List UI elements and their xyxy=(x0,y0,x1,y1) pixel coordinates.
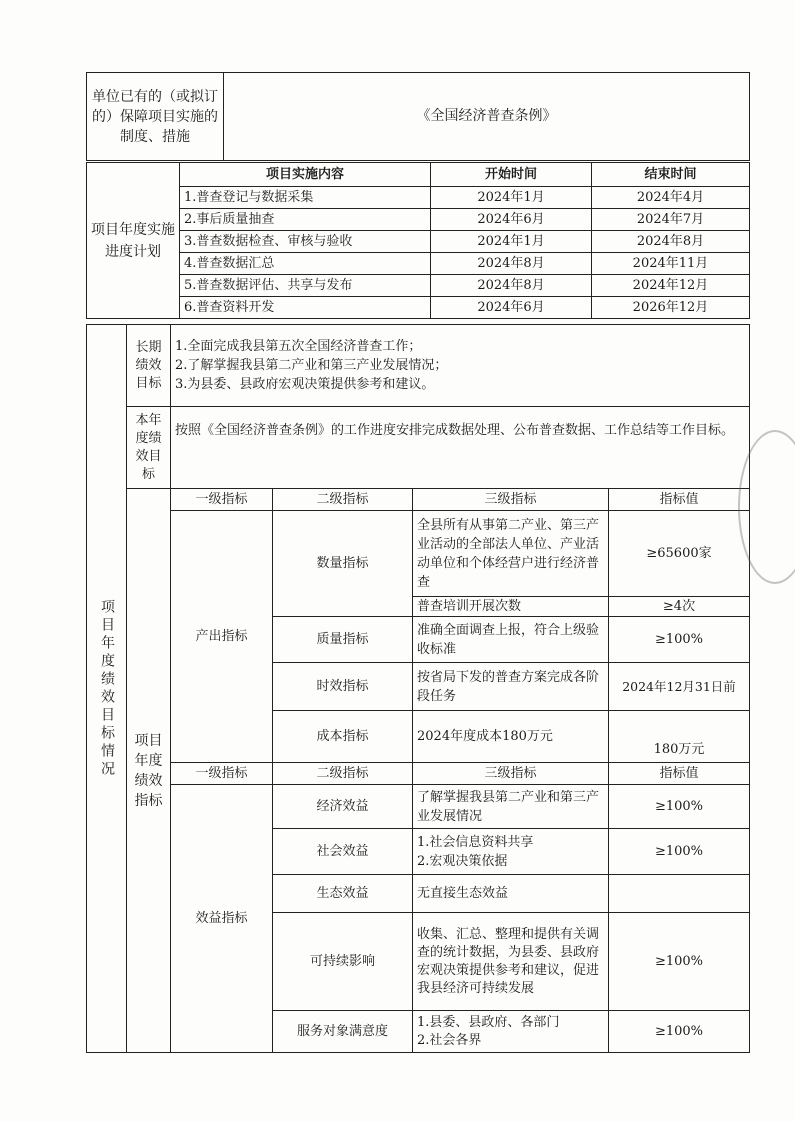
schedule-start: 2024年6月 xyxy=(431,297,592,319)
schedule-end: 2024年4月 xyxy=(592,187,750,209)
output-value: ≥100% xyxy=(609,617,750,663)
schedule-start: 2024年1月 xyxy=(431,231,592,253)
schedule-start: 2024年8月 xyxy=(431,253,592,275)
benefit-value: ≥100% xyxy=(609,1011,750,1053)
annual-content: 按照《全国经济普查条例》的工作进度安排完成数据处理、公布普查数据、工作总结等工作目标。 xyxy=(171,407,750,489)
schedule-row xyxy=(87,253,750,275)
header-value: 指标值 xyxy=(609,489,750,511)
schedule-task: 1.普查登记与数据采集 xyxy=(180,187,431,209)
schedule-row xyxy=(87,187,750,209)
benefit-level3: 收集、汇总、整理和提供有关调查的统计数据，为县委、县政府宏观决策提供参考和建议，促进我县经济可持续发展 xyxy=(413,913,609,1011)
output-level3: 2024年度成本180万元 xyxy=(413,711,609,763)
output-level3: 全县所有从事第二产业、第三产业活动的全部法人单位、产业活动单位和个体经营户进行经济普查 xyxy=(413,511,609,597)
header-level1-benefit: 一级指标 xyxy=(171,763,273,785)
schedule-end: 2024年8月 xyxy=(592,231,750,253)
output-level3: 普查培训开展次数 xyxy=(413,597,609,617)
output-level2: 时效指标 xyxy=(273,663,413,711)
performance-label xyxy=(87,325,127,1053)
schedule-end: 2026年12月 xyxy=(592,297,750,319)
indicators-label: 项目年度绩效指标 xyxy=(127,489,171,1053)
benefit-value: ≥100% xyxy=(609,785,750,829)
schedule-row xyxy=(87,297,750,319)
benefit-level3 xyxy=(413,829,609,875)
output-value: 180万元 xyxy=(609,711,750,763)
schedule-start: 2024年1月 xyxy=(431,187,592,209)
benefit-level3-line: 2.社会各界 xyxy=(417,1032,482,1048)
output-level2: 数量指标 xyxy=(273,511,413,617)
benefit-level2: 经济效益 xyxy=(273,785,413,829)
header-level2-benefit: 二级指标 xyxy=(273,763,413,785)
benefit-level2: 社会效益 xyxy=(273,829,413,875)
schedule-header-end: 结束时间 xyxy=(592,163,750,187)
benefit-level2: 服务对象满意度 xyxy=(273,1011,413,1053)
benefit-level3-line: 1.县委、县政府、各部门 xyxy=(417,1014,560,1030)
schedule-header-task: 项目实施内容 xyxy=(180,163,431,187)
long-term-content xyxy=(171,325,750,407)
schedule-start: 2024年6月 xyxy=(431,209,592,231)
output-level2: 成本指标 xyxy=(273,711,413,763)
schedule-table xyxy=(86,162,750,319)
header-level1: 一级指标 xyxy=(171,489,273,511)
schedule-end: 2024年7月 xyxy=(592,209,750,231)
output-level3: 准确全面调查上报，符合上级验收标准 xyxy=(413,617,609,663)
long-term-label: 长期绩效目标 xyxy=(127,325,171,407)
long-term-line: 2.了解掌握我县第二产业和第三产业发展情况； xyxy=(175,358,448,373)
benefit-level3-line: 2.宏观决策依据 xyxy=(417,853,508,869)
output-row xyxy=(87,511,750,597)
schedule-end: 2024年12月 xyxy=(592,275,750,297)
output-level3: 按省局下发的普查方案完成各阶段任务 xyxy=(413,663,609,711)
schedule-label: 项目年度实施进度计划 xyxy=(87,163,180,319)
header-level3-benefit: 三级指标 xyxy=(413,763,609,785)
benefit-value: ≥100% xyxy=(609,913,750,1011)
schedule-row xyxy=(87,209,750,231)
output-value: 2024年12月31日前 xyxy=(609,663,750,711)
output-value: ≥65600家 xyxy=(609,511,750,597)
benefit-level3 xyxy=(413,1011,609,1053)
schedule-start: 2024年8月 xyxy=(431,275,592,297)
performance-table xyxy=(86,324,750,1053)
output-label: 产出指标 xyxy=(171,511,273,763)
measures-label: 单位已有的（或拟订的）保障项目实施的制度、措施 xyxy=(87,73,224,161)
benefit-value xyxy=(609,875,750,913)
schedule-task: 5.普查数据评估、共享与发布 xyxy=(180,275,431,297)
performance-label-text: 项目年度绩效目标情况 xyxy=(99,598,115,779)
measures-table xyxy=(86,72,750,161)
benefit-level3-line: 1.社会信息资料共享 xyxy=(417,834,534,850)
benefit-row xyxy=(87,785,750,829)
annual-label: 本年度绩效目标 xyxy=(127,407,171,489)
header-level3: 三级指标 xyxy=(413,489,609,511)
long-term-line: 1.全面完成我县第五次全国经济普查工作； xyxy=(175,339,422,354)
benefit-label: 效益指标 xyxy=(171,785,273,1053)
schedule-task: 4.普查数据汇总 xyxy=(180,253,431,275)
schedule-task: 2.事后质量抽查 xyxy=(180,209,431,231)
benefit-level2: 生态效益 xyxy=(273,875,413,913)
schedule-row xyxy=(87,231,750,253)
header-level2: 二级指标 xyxy=(273,489,413,511)
long-term-line: 3.为县委、县政府宏观决策提供参考和建议。 xyxy=(175,377,435,392)
benefit-value: ≥100% xyxy=(609,829,750,875)
benefit-level3: 了解掌握我县第二产业和第三产业发展情况 xyxy=(413,785,609,829)
schedule-row xyxy=(87,275,750,297)
schedule-header-start: 开始时间 xyxy=(431,163,592,187)
output-value: ≥4次 xyxy=(609,597,750,617)
benefit-level3: 无直接生态效益 xyxy=(413,875,609,913)
benefit-level2: 可持续影响 xyxy=(273,913,413,1011)
measures-content: 《全国经济普查条例》 xyxy=(224,73,750,161)
header-value-benefit: 指标值 xyxy=(609,763,750,785)
schedule-end: 2024年11月 xyxy=(592,253,750,275)
schedule-task: 3.普查数据检查、审核与验收 xyxy=(180,231,431,253)
output-level2: 质量指标 xyxy=(273,617,413,663)
schedule-task: 6.普查资料开发 xyxy=(180,297,431,319)
